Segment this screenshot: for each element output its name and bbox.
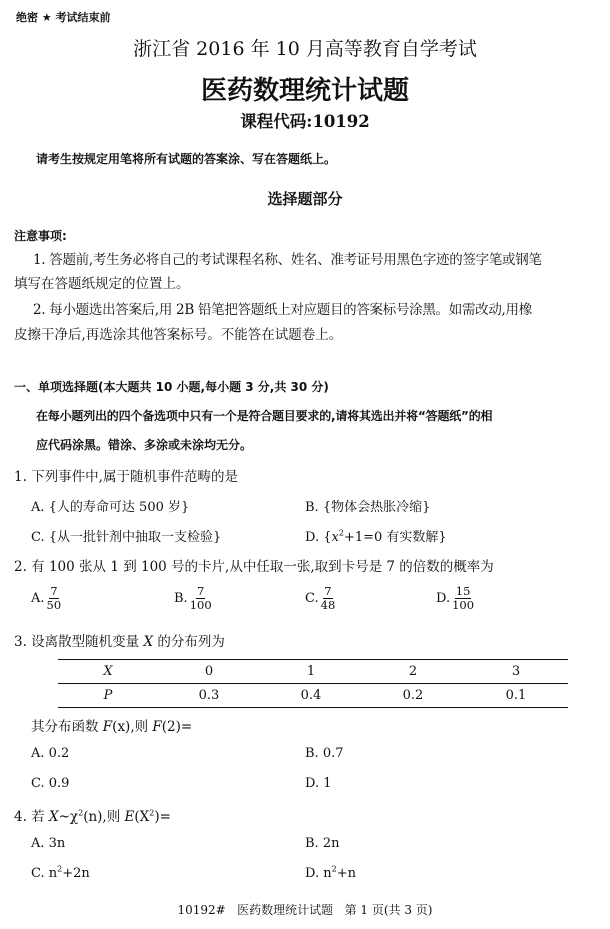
table-cell: 0.3	[198, 688, 220, 703]
question-4-option-d: D. $n^2+n$	[305, 864, 356, 881]
exam-title: 浙江省 2016 年 10 月高等教育自学考试	[133, 38, 477, 60]
note-1-line-1: 1. 答题前,考生务必将自己的考试课程名称、姓名、准考证号用黑色字迹的签字笔或钢笔	[33, 252, 542, 268]
question-3-subquestion: 其分布函数 F(x),则 F(2)=	[31, 719, 193, 735]
table-cell: 0.2	[402, 688, 424, 703]
question-3-option-a: A. 0.2	[31, 746, 70, 761]
notes-heading: 注意事项:	[14, 229, 67, 243]
note-2-line-2: 皮擦干净后,再选涂其他答案标号。不能答在试题卷上。	[14, 327, 343, 343]
question-3-option-c: C. 0.9	[31, 776, 70, 791]
question-2-option-a: A. $\frac{7}{50}$	[31, 584, 62, 612]
question-1-option-c: C. {从一批针剂中抽取一支检验}	[31, 530, 222, 545]
question-4-stem: 4. 若 $X\sim\chi^2(n)$,则 $E(X^2)=$	[14, 808, 171, 825]
table-cell: 1	[306, 664, 316, 679]
course-code: 课程代码:10192	[240, 112, 370, 131]
question-1-option-b: B. {物体会热胀冷缩}	[305, 500, 431, 515]
table-row-x	[58, 660, 568, 684]
question-1-option-d: D. {$x^2+1=0$ 有实数解}	[305, 528, 447, 545]
part1-desc-line-1: 在每小题列出的四个备选项中只有一个是符合题目要求的,请将其选出并将“答题纸”的相	[36, 409, 493, 423]
question-2-option-c: C. $\frac{7}{48}$	[305, 584, 336, 612]
question-4-option-a: A. 3n	[31, 836, 66, 851]
section-title: 选择题部分	[267, 190, 343, 208]
note-2-line-1: 2. 每小题选出答案后,用 2B 铅笔把答题纸上对应题目的答案标号涂黑。如需改动,用橡	[33, 302, 532, 318]
table-cell: 3	[511, 664, 521, 679]
question-3-option-d: D. 1	[305, 776, 332, 791]
table-row-p	[58, 684, 568, 708]
subject-title: 医药数理统计试题	[200, 76, 409, 106]
question-4-option-b: B. 2n	[305, 836, 340, 851]
distribution-table	[58, 659, 568, 708]
question-3-option-b: B. 0.7	[305, 746, 344, 761]
part1-desc-line-2: 应代码涂黑。错涂、多涂或未涂均无分。	[36, 438, 253, 452]
table-cell: 2	[408, 664, 418, 679]
page-footer: 10192# 医药数理统计试题 第 1 页(共 3 页)	[177, 903, 433, 917]
question-2-option-b: B. $\frac{7}{100}$	[174, 584, 212, 612]
table-header-p: P	[103, 688, 113, 703]
question-2-stem: 2. 有 100 张从 1 到 100 号的卡片,从中任取一张,取到卡号是 7 的倍数的概率为	[14, 559, 494, 575]
table-cell: 0.1	[505, 688, 527, 703]
table-cell: 0.4	[300, 688, 322, 703]
question-1-stem: 1. 下列事件中,属于随机事件范畴的是	[14, 469, 238, 485]
table-header-x: X	[103, 664, 113, 679]
answer-instruction: 请考生按规定用笔将所有试题的答案涂、写在答题纸上。	[36, 152, 337, 166]
question-4-option-c: C. $n^2+2n$	[31, 864, 90, 881]
table-cell: 0	[204, 664, 214, 679]
secret-label: 绝密 ★ 考试结束前	[16, 11, 111, 24]
part1-heading: 一、单项选择题(本大题共 10 小题,每小题 3 分,共 30 分)	[14, 380, 329, 394]
note-1-line-2: 填写在答题纸规定的位置上。	[14, 276, 190, 292]
question-3-stem: 3. 设离散型随机变量 X 的分布列为	[14, 634, 225, 650]
question-1-option-a: A. {人的寿命可达 500 岁}	[31, 500, 190, 515]
question-2-option-d: D. $\frac{15}{100}$	[436, 584, 475, 612]
